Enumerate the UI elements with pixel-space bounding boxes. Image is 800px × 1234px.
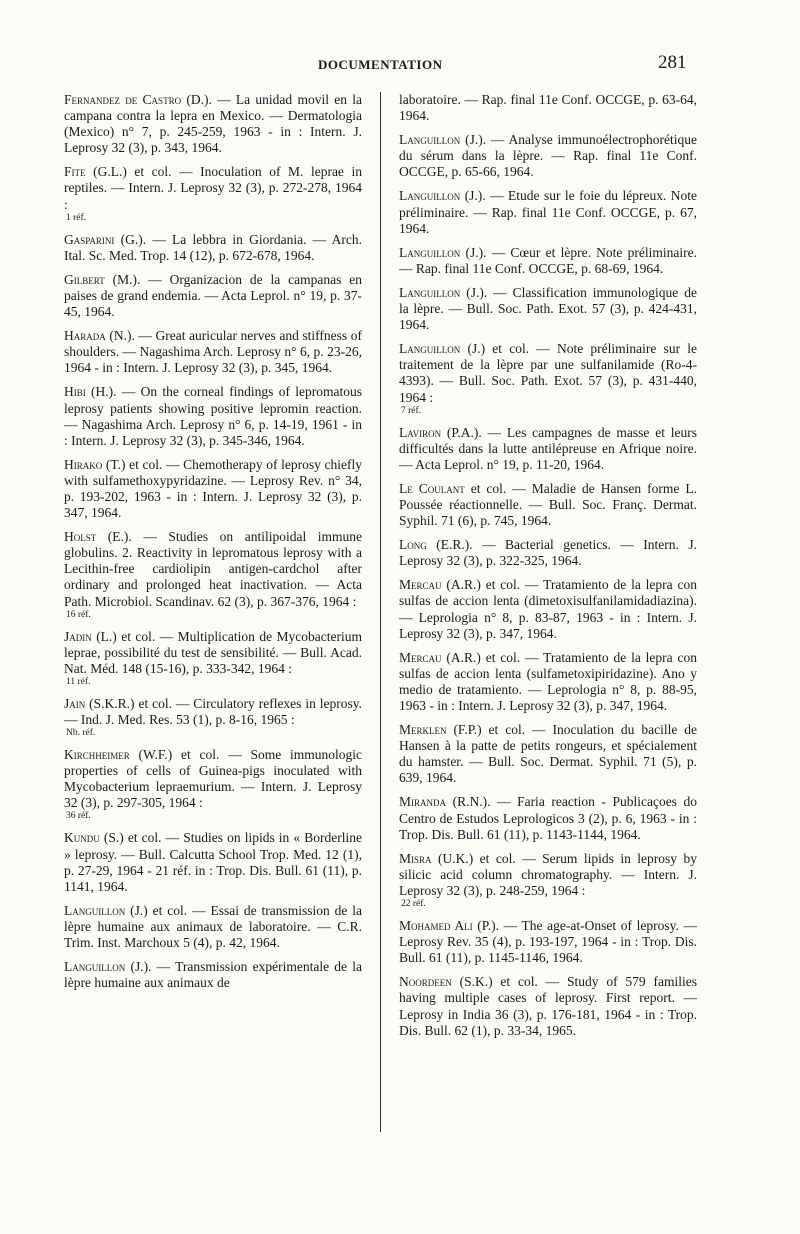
entry-text: (J.). — Classification immunologique de la lèpre. — Bull. Soc. Path. Exot. 57 (3), p. 424-431, 1964. — [399, 284, 697, 333]
entry-author: Languillon — [64, 902, 126, 918]
bibliography-entry — [399, 285, 697, 333]
bibliography-entry — [399, 92, 697, 124]
entry-author: Noordeen — [399, 974, 452, 990]
entry-author: Hibi — [64, 384, 86, 400]
bibliography-entry — [399, 974, 697, 1038]
entry-text: (F.P.) et col. — Inoculation du bacille de Hansen à la patte de petits rongeurs, et spécialement du hamster. — Bull. Soc. Dermat. Syphil. 71 (5), p. 639, 1964. — [399, 722, 697, 786]
entry-text: (S.) et col. — Studies on lipids in « Borderline » leprosy. — Bull. Calcutta School Trop. Med. 12 (1), p. 27-29, 1964 - 21 réf. in : Trop. Dis. Bull. 61 (11), p. 1141, 1964. — [64, 830, 362, 894]
entry-text: (M.). — Organizacion de la campanas en paises de grand endemia. — Acta Leprol. n° 19, p. 37-45, 1964. — [64, 271, 362, 320]
page-number: 281 — [658, 52, 687, 73]
entry-text: (G.L.) et col. — Inoculation of M. leprae in reptiles. — Intern. J. Leprosy 32 (3), p. 272-278, 1964 : — [64, 164, 362, 212]
entry-reference-count: 16 réf. — [66, 609, 91, 620]
entry-text: (H.). — On the corneal findings of lepromatous leprosy patients showing positive lepromin reaction. — Nagashima Arch. Leprosy n° 6, p. 14-19, 1961 - in : Intern. J. Leprosy 32 (3), p. 345-346, 1964. — [64, 384, 362, 448]
entry-text: (U.K.) et col. — Serum lipids in leprosy by silicic acid column chromatography. — Intern. J. Leprosy 32 (3), p. 248-259, 1964 : — [399, 850, 697, 898]
entry-text: (G.). — La lebbra in Giordania. — Arch. Ital. Sc. Med. Trop. 14 (12), p. 672-678, 1964. — [64, 231, 362, 263]
bibliography-entry — [64, 959, 362, 991]
bibliography-entry — [399, 341, 697, 416]
entry-author: Mercau — [399, 649, 442, 665]
entry-reference-count: 7 réf. — [401, 405, 422, 416]
entry-author: Languillon — [64, 959, 126, 975]
entry-author: Fite — [64, 164, 86, 180]
bibliography-entry — [64, 696, 362, 739]
bibliography-entry — [399, 188, 697, 236]
bibliography-entry — [64, 232, 362, 264]
entry-author: Languillon — [399, 284, 461, 300]
bibliography-entry — [64, 903, 362, 951]
entry-author: Misra — [399, 850, 432, 866]
entry-author: Mercau — [399, 577, 442, 593]
entry-author: Languillon — [399, 132, 461, 148]
entry-author: Merklen — [399, 722, 447, 738]
column-divider — [380, 92, 381, 1132]
entry-text: (J.) et col. — Note préliminaire sur le traitement de la lèpre par une sulfanilamide (Ro-4-4393). — Bull. Soc. Path. Exot. 57 (3), p. 431-440, 1964 : — [399, 341, 697, 405]
bibliography-entry — [399, 132, 697, 180]
bibliography-entry — [399, 425, 697, 473]
bibliography-entry — [64, 747, 362, 822]
entry-author: Languillon — [399, 341, 461, 357]
entry-author: Mohamed Ali — [399, 918, 473, 934]
entry-author: Laviron — [399, 424, 442, 440]
bibliography-entry — [64, 457, 362, 521]
entry-reference-count: Nb. réf. — [66, 728, 96, 739]
entry-text: (P.). — The age-at-Onset of leprosy. — Leprosy Rev. 35 (4), p. 193-197, 1964 - in : Trop. Dis. Bull. 61 (11), p. 1145-1146, 1964. — [399, 918, 697, 966]
entry-text: (P.A.). — Les campagnes de masse et leurs difficultés dans la lutte antilépreuse en Afrique noire. — Acta Leprol. n° 19, p. 11-20, 1964. — [399, 424, 697, 472]
entry-text: (T.) et col. — Chemotherapy of leprosy chiefly with sulfamethoxypyridazine. — Leprosy Rev. n° 34, p. 193-202, 1963 - in : Intern. J. Leprosy 32 (3), p. 347, 1964. — [64, 456, 362, 521]
entry-author: Le Coulant — [399, 480, 465, 496]
entry-text: laboratoire. — Rap. final 11e Conf. OCCGE, p. 63-64, 1964. — [399, 92, 697, 124]
left-column — [64, 92, 362, 999]
bibliography-entry — [399, 794, 697, 842]
bibliography-entry — [399, 577, 697, 641]
entry-reference-count: 36 réf. — [66, 811, 91, 822]
entry-author: Harada — [64, 328, 106, 344]
bibliography-entry — [399, 537, 697, 569]
entry-author: Hirako — [64, 456, 103, 472]
entry-author: Miranda — [399, 794, 447, 810]
entry-text: (J.). — Cœur et lèpre. Note préliminaire. — Rap. final 11e Conf. OCCGE, p. 68-69, 1964. — [399, 244, 697, 276]
entry-text: (J.). — Analyse immunoélectrophorétique du sérum dans la lèpre. — Rap. final 11e Conf. OCCGE, p. 65-66, 1964. — [399, 132, 697, 180]
entry-author: Holst — [64, 529, 97, 545]
entry-text: (J.). — Etude sur le foie du lépreux. Note préliminaire. — Rap. final 11e Conf. OCCGE, p. 67, 1964. — [399, 188, 697, 236]
bibliography-entry — [64, 272, 362, 320]
right-column — [399, 92, 697, 1047]
entry-text: (A.R.) et col. — Tratamiento de la lepra con sulfas de accion lenta (sulfametoxipiridazine). Ano y medio de tratamiento. — Leprologia n° 8, p. 88-95, 1963 - in : Intern. J. Leprosy 32 (3), p. 347, 1964. — [399, 649, 697, 713]
entry-text: (A.R.) et col. — Tratamiento de la lepra con sulfas de accion lenta (dimetoxisulfanilamidadiazina). — Leprologia n° 8, p. 83-87, 1963 - in : Intern. J. Leprosy 32 (3), p. 347, 1964. — [399, 577, 697, 641]
entry-author: Long — [399, 537, 427, 553]
bibliography-entry — [64, 384, 362, 448]
entry-text: (J.) et col. — Essai de transmission de la lèpre humaine aux animaux de laboratoire. — C.R. Trim. Inst. Marchoux 5 (4), p. 42, 1964. — [64, 902, 362, 951]
entry-reference-count: 11 réf. — [66, 676, 91, 687]
entry-text: (S.K.R.) et col. — Circulatory reflexes in leprosy. — Ind. J. Med. Res. 53 (1), p. 8-16, 1965 : — [64, 695, 362, 727]
bibliography-entry — [64, 830, 362, 894]
entry-text: (R.N.). — Faria reaction - Publicaçoes do Centro de Estudos Leprologicos 3 (2), p. 6, 1963 - in : Trop. Dis. Bull. 61 (11), p. 1143-1144, 1964. — [399, 794, 697, 842]
entry-author: Fernandez de Castro — [64, 92, 182, 107]
bibliography-entry — [64, 328, 362, 376]
entry-author: Gilbert — [64, 271, 105, 287]
entry-text: et col. — Maladie de Hansen forme L. Poussée réactionnelle. — Bull. Soc. Franç. Dermat. Syphil. 71 (6), p. 745, 1964. — [399, 480, 697, 529]
running-header: DOCUMENTATION — [318, 57, 443, 72]
entry-author: Gasparini — [64, 231, 115, 247]
entry-text: (E.R.). — Bacterial genetics. — Intern. J. Leprosy 32 (3), p. 322-325, 1964. — [399, 537, 697, 569]
entry-author: Kundu — [64, 830, 100, 846]
bibliography-entry — [64, 629, 362, 688]
bibliography-entry — [64, 164, 362, 223]
entry-author: Jadin — [64, 628, 92, 644]
entry-text: (N.). — Great auricular nerves and stiffness of shoulders. — Nagashima Arch. Leprosy n° 6, p. 23-26, 1964 - in : Intern. J. Leprosy 32 (3), p. 345, 1964. — [64, 328, 362, 376]
entry-text: (E.). — Studies on antilipoidal immune globulins. 2. Reactivity in lepromatous leprosy with a Lecithin-free cardiolipin antigen-cardchol after ordinary and prolonged heat inactivation. — Acta Path. Microbiol. Scandinav. 62 (3), p. 367-376, 1964 : — [64, 529, 362, 609]
bibliography-entry — [64, 529, 362, 620]
bibliography-entry — [399, 245, 697, 277]
entry-text: (W.F.) et col. — Some immunologic properties of cells of Guinea-pigs inoculated with Mycobacterium lepraemurium. — Intern. J. Leprosy 32 (3), p. 297-305, 1964 : — [64, 747, 362, 811]
entry-author: Languillon — [399, 188, 461, 204]
bibliography-entry — [399, 722, 697, 786]
entry-author: Languillon — [399, 244, 461, 260]
bibliography-entry — [399, 918, 697, 966]
entry-author: Kirchheimer — [64, 747, 130, 763]
entry-reference-count: 1 réf. — [66, 212, 87, 223]
bibliography-entry — [399, 650, 697, 714]
entry-text: (L.) et col. — Multiplication de Mycobacterium leprae, possibilité du test de sensibilité. — Bull. Acad. Nat. Méd. 148 (15-16), p. 333-342, 1964 : — [64, 628, 362, 676]
entry-author: Jain — [64, 695, 86, 711]
bibliography-entry — [64, 92, 362, 156]
bibliography-entry — [399, 481, 697, 529]
entry-text: (S.K.) et col. — Study of 579 families having multiple cases of leprosy. First report. — Leprosy in India 36 (3), p. 176-181, 1964 - in : Trop. Dis. Bull. 62 (1), p. 33-34, 1965. — [399, 974, 697, 1038]
entry-reference-count: 22 réf. — [401, 899, 426, 910]
bibliography-entry — [399, 851, 697, 910]
entry-text: (D.). — La unidad movil en la campana contra la lepra en Mexico. — Dermatologia (Mexico) n° 7, p. 245-259, 1963 - in : Intern. J. Leprosy 32 (3), p. 343, 1964. — [64, 92, 362, 156]
entry-text: (J.). — Transmission expérimentale de la lèpre humaine aux animaux de — [64, 959, 362, 991]
